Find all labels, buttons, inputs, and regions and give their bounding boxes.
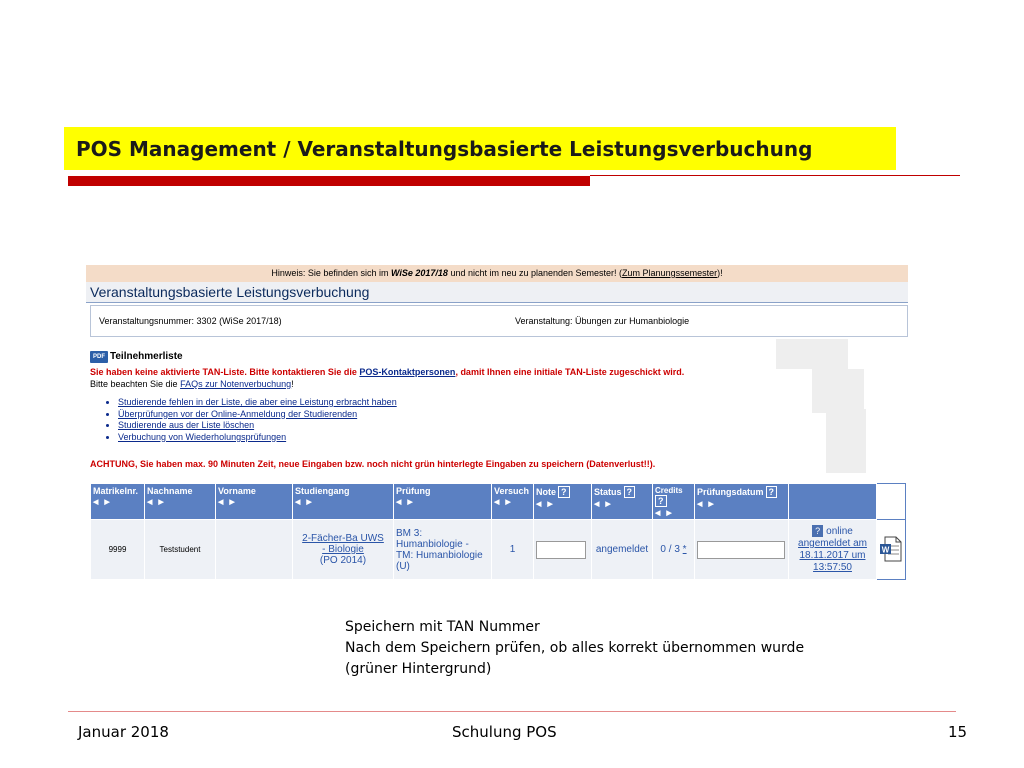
slide-caption — [345, 617, 804, 680]
sort-arrows-icon[interactable]: ◀ ▶ — [93, 499, 112, 506]
help-icon[interactable]: ? — [766, 486, 778, 498]
sort-arrows-icon[interactable]: ◀ ▶ — [396, 499, 415, 506]
hint-semester: WiSe 2017/18 — [390, 268, 448, 278]
pdf-icon[interactable]: PDF — [90, 351, 108, 363]
help-link[interactable]: Überprüfungen vor der Online-Anmeldung der Studierenden — [118, 408, 358, 419]
caption-line: Speichern mit TAN Nummer — [345, 619, 540, 635]
col-label: Vorname — [218, 486, 256, 496]
col-vorname[interactable] — [216, 484, 293, 520]
help-icon[interactable]: ? — [624, 486, 636, 498]
tan-warning-prefix: Sie haben keine aktivierte TAN-Liste. Bitte kontaktieren Sie die — [90, 367, 360, 377]
page-title-rule — [86, 302, 908, 303]
list-item[interactable] — [118, 420, 397, 432]
col-credits[interactable] — [653, 484, 695, 520]
cell-pruefung — [394, 520, 492, 580]
pruefung-line: Humanbiologie - — [396, 538, 469, 550]
footer-rule — [68, 711, 956, 712]
online-line: 13:57:50 — [813, 562, 852, 573]
cell-studiengang[interactable] — [293, 520, 394, 580]
col-versuch[interactable] — [492, 484, 534, 520]
col-label: Versuch — [494, 486, 530, 496]
col-matrikel[interactable] — [91, 484, 145, 520]
table-header-row — [91, 484, 906, 520]
col-label: Matrikelnr. — [93, 486, 139, 496]
pruefung-line: BM 3: — [396, 527, 423, 539]
ghost-shape — [776, 339, 848, 369]
grading-table — [90, 483, 906, 580]
faq-link[interactable]: FAQs zur Notenverbuchung — [180, 379, 292, 389]
sort-arrows-icon[interactable]: ◀ ▶ — [594, 501, 613, 508]
help-icon[interactable]: ? — [812, 525, 823, 537]
title-underline — [68, 176, 590, 186]
faq-note-prefix: Bitte beachten Sie die — [90, 379, 181, 389]
sort-arrows-icon[interactable]: ◀ ▶ — [218, 499, 237, 506]
tan-warning — [90, 367, 684, 377]
cell-note — [534, 520, 592, 580]
pruefung-line: TM: Humanbiologie — [396, 549, 483, 561]
list-item[interactable] — [118, 397, 397, 409]
sort-arrows-icon[interactable]: ◀ ▶ — [494, 499, 513, 506]
planning-semester-link[interactable]: Zum Planungssemester — [622, 268, 718, 278]
footer-date: Januar 2018 — [78, 723, 169, 741]
caption-line: (grüner Hintergrund) — [345, 661, 492, 677]
footer-title: Schulung POS — [452, 723, 557, 741]
help-link[interactable]: Studierende aus der Liste löschen — [118, 420, 255, 430]
credits-link[interactable]: * — [682, 544, 687, 555]
table-row — [91, 520, 906, 580]
online-line: 18.11.2017 um — [799, 550, 866, 561]
help-icon[interactable]: ? — [558, 486, 570, 498]
embedded-screenshot — [86, 265, 908, 585]
hint-prefix: Hinweis: Sie befinden sich im — [271, 268, 391, 278]
col-pruefung[interactable] — [394, 484, 492, 520]
tan-warning-suffix: , damit Ihnen eine initiale TAN-Liste zugeschickt wird. — [455, 367, 685, 377]
help-links — [104, 397, 397, 443]
list-item[interactable] — [118, 409, 397, 421]
studiengang-po: (PO 2014) — [319, 555, 367, 566]
slide-title-box — [64, 127, 896, 170]
faq-note — [90, 379, 294, 389]
online-line: online — [826, 526, 853, 537]
hint-suffix: )! — [717, 268, 723, 278]
studiengang-link-2[interactable]: - Biologie — [322, 544, 364, 555]
help-link[interactable]: Verbuchung von Wiederholungsprüfungen — [118, 431, 287, 442]
col-label: Prüfung — [396, 486, 431, 496]
sort-arrows-icon[interactable]: ◀ ▶ — [295, 499, 314, 506]
caption-line: Nach dem Speichern prüfen, ob alles korrekt übernommen wurde — [345, 640, 805, 656]
col-note[interactable] — [534, 484, 592, 520]
semester-hint — [86, 265, 908, 282]
word-document-icon[interactable] — [879, 536, 903, 562]
svg-text:W: W — [881, 545, 890, 554]
exam-date-input[interactable] — [697, 541, 785, 559]
participant-list-link[interactable]: Teilnehmerliste — [110, 351, 183, 362]
col-label: Studiengang — [295, 486, 350, 496]
cell-status: angemeldet — [592, 520, 653, 580]
title-rule — [590, 175, 960, 176]
online-line: angemeldet am — [798, 538, 867, 549]
participant-section — [86, 347, 908, 479]
col-doc — [877, 484, 906, 520]
course-name: Veranstaltung: Übungen zur Humanbiologie — [515, 316, 690, 326]
sort-arrows-icon[interactable]: ◀ ▶ — [697, 501, 716, 508]
col-label: Credits — [655, 486, 683, 495]
slide-title: POS Management / Veranstaltungsbasierte Leistungsverbuchung — [76, 137, 813, 161]
list-item[interactable] — [118, 432, 397, 444]
data-loss-warning: ACHTUNG, Sie haben max. 90 Minuten Zeit, neue Eingaben bzw. noch nicht grün hinterlegte Eingaben zu speichern (Datenverlust!!). — [90, 459, 656, 469]
cell-online-status — [789, 520, 877, 580]
cell-vorname — [216, 520, 293, 580]
col-label: Note — [536, 487, 556, 497]
help-link[interactable]: Studierende fehlen in der Liste, die aber eine Leistung erbracht haben — [118, 397, 397, 407]
cell-matrikel: 9999 — [91, 520, 145, 580]
cell-nachname: Teststudent — [145, 520, 216, 580]
col-label: Prüfungsdatum — [697, 487, 764, 497]
course-number: Veranstaltungsnummer: 3302 (WiSe 2017/18) — [99, 316, 282, 326]
col-pruefungsdatum[interactable] — [695, 484, 789, 520]
col-studiengang[interactable] — [293, 484, 394, 520]
cell-pruefungsdatum — [695, 520, 789, 580]
sort-arrows-icon[interactable]: ◀ ▶ — [147, 499, 166, 506]
col-label: Nachname — [147, 486, 193, 496]
faq-note-suffix: ! — [291, 379, 294, 389]
course-info-box — [90, 305, 908, 337]
hint-middle: und nicht im neu zu planenden Semester! ( — [447, 268, 623, 278]
studiengang-link[interactable]: 2-Fächer-Ba UWS — [302, 533, 384, 544]
pos-contacts-link[interactable]: POS-Kontaktpersonen — [359, 367, 456, 377]
page-title: Veranstaltungsbasierte Leistungsverbuchung — [86, 282, 908, 302]
credits-value: 0 / 3 — [660, 544, 680, 555]
col-status[interactable] — [592, 484, 653, 520]
grade-input[interactable] — [536, 541, 586, 559]
pruefung-line: (U) — [396, 560, 410, 572]
cell-versuch: 1 — [492, 520, 534, 580]
ghost-shape — [812, 369, 864, 413]
col-online — [789, 484, 877, 520]
sort-arrows-icon[interactable]: ◀ ▶ — [536, 501, 555, 508]
col-label: Status — [594, 487, 622, 497]
sort-arrows-icon[interactable]: ◀ ▶ — [655, 510, 674, 517]
help-icon[interactable]: ? — [655, 495, 667, 507]
col-nachname[interactable] — [145, 484, 216, 520]
cell-doc[interactable] — [877, 520, 906, 580]
ghost-shape — [826, 409, 866, 473]
cell-credits — [653, 520, 695, 580]
footer-page-number: 15 — [948, 723, 968, 741]
